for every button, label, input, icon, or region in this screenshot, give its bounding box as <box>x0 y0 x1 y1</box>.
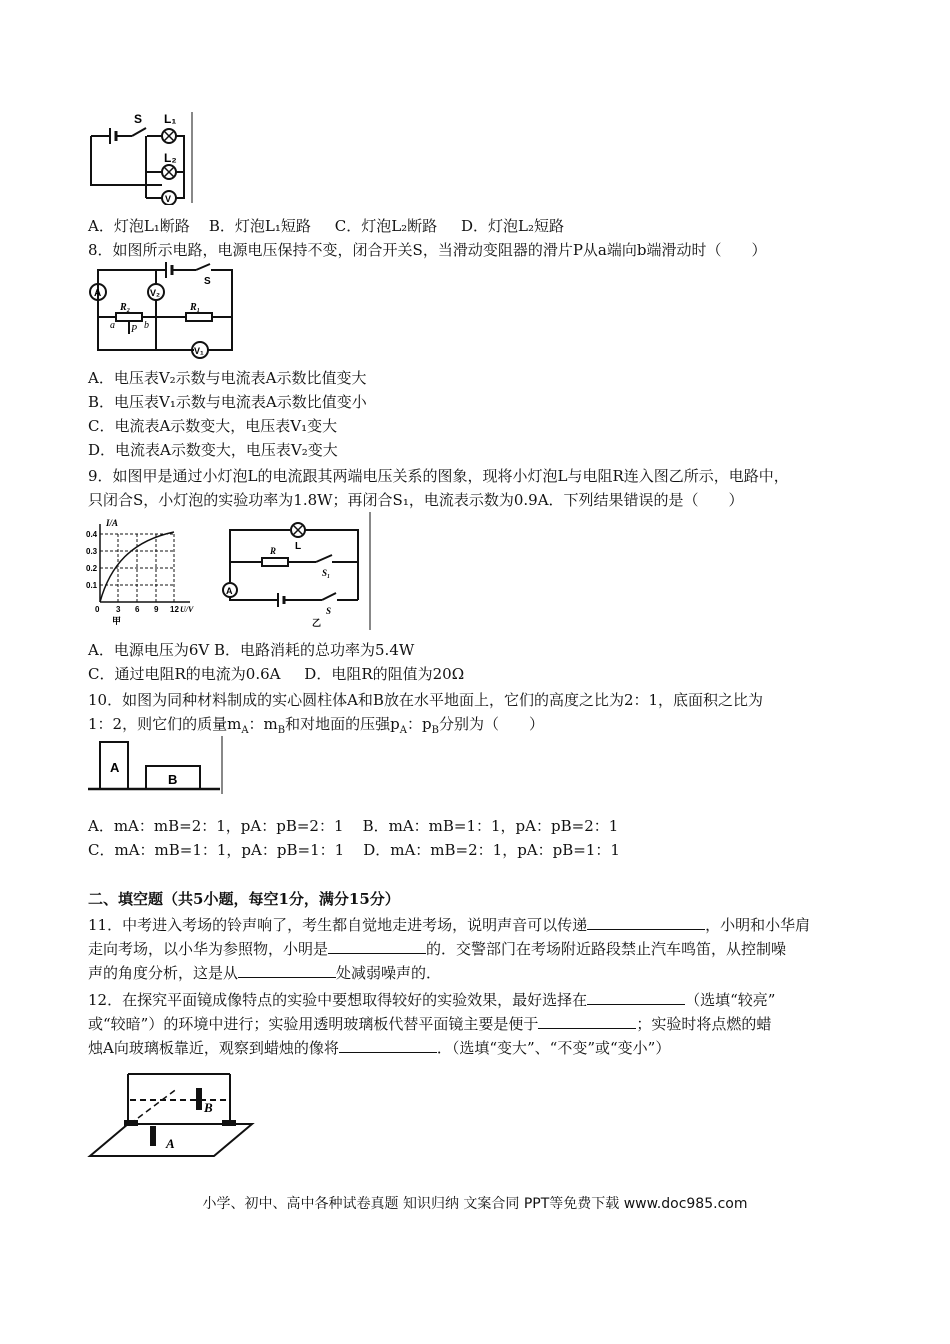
q12-line3-text-a: 烛A向玻璃板靠近，观察到蜡烛的像将 <box>88 1039 339 1057</box>
q9-circuit-resistor-label: R <box>270 546 277 556</box>
q7-options: A．灯泡L₁断路 B．灯泡L₁短路 C．灯泡L₂断路 D．灯泡L₂短路 <box>88 217 565 235</box>
q8-b-label: b <box>144 320 149 331</box>
q9-graph-xlabel: U/V <box>180 605 194 614</box>
q8-option-b: B．电压表V₁示数与电流表A示数比值变小 <box>88 393 367 411</box>
q12-line1 <box>88 988 775 1011</box>
q12-line3 <box>88 1036 670 1059</box>
q8-option-d: D．电流表A示数变大，电压表V₂变大 <box>88 441 338 459</box>
section2-heading: 二、填空题（共5小题，每空1分，满分15分） <box>88 890 400 908</box>
q11-blank-2[interactable] <box>328 937 426 954</box>
q12-line1-text-a: 12．在探究平面镜成像特点的实验中要想取得较好的实验效果，最好选择在 <box>88 991 588 1009</box>
q10-stem-line1: 10．如图为同种材料制成的实心圆柱体A和B放在水平地面上，它们的高度之比为2：1，底面积之比为 <box>88 691 764 709</box>
q11-line2-text-b: 的．交警部门在考场附近路段禁止汽车鸣笛，从控制噪 <box>426 940 787 958</box>
q8-ammeter-label: A <box>94 288 102 299</box>
q9-circuit-lamp-label: L <box>295 541 302 552</box>
page-footer: 小学、初中、高中各种试卷真题 知识归纳 文案合同 PPT等免费下载 www.doc985.com <box>202 1196 748 1212</box>
q9-graph-ytick-1: 0.4 <box>86 530 98 539</box>
q9-graph-xtick-1: 3 <box>116 605 121 614</box>
q9-graph-ytick-4: 0.1 <box>86 581 98 590</box>
q8-s-label: S <box>204 276 211 287</box>
q11-line1-text-a: 11．中考进入考场的铃声响了，考生都自觉地走进考场，说明声音可以传递 <box>88 916 588 934</box>
q10-cylinders-figure <box>86 736 226 794</box>
q9-circuit-caption: 乙 <box>312 619 322 629</box>
q11-blank-1[interactable] <box>587 913 705 930</box>
q9-stem-line2: 只闭合S，小灯泡的实验功率为1.8W；再闭合S₁，电流表示数为0.9A．下列结果错误的是（ ） <box>88 491 744 509</box>
q9-circuit-s-label: S <box>326 606 332 616</box>
q7-voltmeter-label: V <box>165 194 172 204</box>
q12-candle-a-label: A <box>166 1136 175 1151</box>
q9-graph-ylabel: I/A <box>106 518 119 528</box>
q12-candle-b-label: B <box>204 1100 213 1115</box>
q12-line3-text-b: ．（选填“变大”、“不变”或“变小”） <box>436 1039 671 1057</box>
q9-circuit-ammeter-label: A <box>226 586 233 596</box>
q9-options-line2: C．通过电阻R的电流为0.6A D．电阻R的阻值为20Ω <box>88 665 465 683</box>
q11-line1 <box>88 913 810 936</box>
q11-line3-text-b: 处减弱噪声的． <box>336 964 442 982</box>
q12-blank-2[interactable] <box>538 1012 636 1029</box>
q12-line1-text-b: （选填“较亮” <box>685 991 776 1009</box>
q8-v2-label: V₂ <box>150 288 161 298</box>
q9-circuit-s1-label: S₁ <box>322 568 331 578</box>
q9-circuit-yi <box>218 512 374 630</box>
q8-circuit-diagram <box>86 262 236 360</box>
q7-circuit-diagram <box>86 110 198 205</box>
q11-line2 <box>88 937 786 960</box>
q12-blank-3[interactable] <box>339 1036 437 1053</box>
q12-blank-1[interactable] <box>587 988 685 1005</box>
q12-line2 <box>88 1012 771 1035</box>
q9-graph-xtick-2: 6 <box>135 605 140 614</box>
q9-graph-caption: 甲 <box>112 617 122 626</box>
q11-blank-3[interactable] <box>238 961 336 978</box>
q9-graph-ytick-2: 0.3 <box>86 547 98 556</box>
q8-v1-label: V₁ <box>194 346 204 356</box>
q7-lamp1-label: L₁ <box>164 112 177 126</box>
q10-options-line2: C．mA：mB=1：1，pA：pB=1：1 D．mA：mB=2：1，pA：pB=1：1 <box>88 841 620 859</box>
q9-graph-xtick-4: 12 <box>170 605 179 614</box>
q12-mirror-experiment-figure <box>86 1064 256 1160</box>
q8-option-c: C．电流表A示数变大，电压表V₁变大 <box>88 417 338 435</box>
q7-lamp2-label: L₂ <box>164 151 177 165</box>
q8-a-label: a <box>110 320 115 331</box>
q8-p-label: P <box>131 324 138 335</box>
q7-switch-label: S <box>134 112 143 126</box>
q9-graph-ytick-3: 0.2 <box>86 564 98 573</box>
q9-options-line1: A．电源电压为6V B．电路消耗的总功率为5.4W <box>88 641 415 659</box>
q12-line2-text-b: ；实验时将点燃的蜡 <box>636 1015 772 1033</box>
q9-graph-jia <box>86 516 196 626</box>
q10-stem-line2: 1：2，则它们的质量$m_A$：$m_B$和对地面的压强$p_A$：$p_B$分别为（ ） <box>88 715 544 736</box>
q11-line3-text-a: 声的角度分析，这是从 <box>88 964 239 982</box>
q10-label-b: B <box>168 772 178 787</box>
q11-line1-text-b: ，小明和小华肩 <box>705 916 811 934</box>
q12-line2-text-a: 或“较暗”）的环境中进行；实验用透明玻璃板代替平面镜主要是便于 <box>88 1015 539 1033</box>
q11-line2-text-a: 走向考场，以小华为参照物，小明是 <box>88 940 329 958</box>
q9-graph-xtick-0: 0 <box>95 605 100 614</box>
q8-stem: 8．如图所示电路，电源电压保持不变，闭合开关S，当滑动变阻器的滑片P从a端向b端滑动时（ ） <box>88 241 767 259</box>
q9-stem-line1: 9．如图甲是通过小灯泡L的电流跟其两端电压关系的图象，现将小灯泡L与电阻R连入图乙所示，电路中， <box>88 467 789 485</box>
q8-option-a: A．电压表V₂示数与电流表A示数比值变大 <box>88 369 367 387</box>
q11-line3 <box>88 961 441 984</box>
q8-r1-label: R₁ <box>190 302 201 313</box>
q9-graph-xtick-3: 9 <box>154 605 159 614</box>
q10-label-a: A <box>110 760 120 775</box>
q8-r2-label: R₂ <box>120 302 131 313</box>
q10-options-line1: A．mA：mB=2：1，pA：pB=2：1 B．mA：mB=1：1，pA：pB=2：1 <box>88 817 619 835</box>
